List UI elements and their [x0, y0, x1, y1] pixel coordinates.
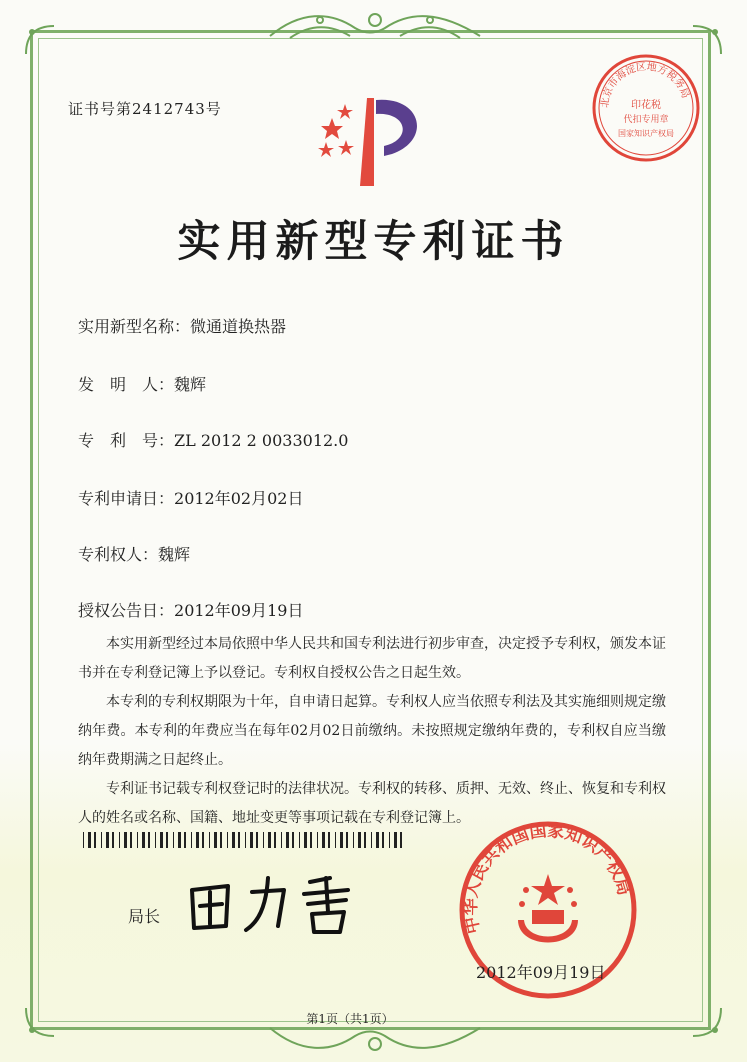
top-ornament [260, 6, 490, 46]
issue-date: 2012年09月19日 [476, 963, 606, 982]
field-label: 发 明 人： [78, 375, 175, 394]
national-emblem-icon [518, 874, 578, 943]
body-paragraph: 本专利的专利权期限为十年，自申请日起算。专利权人应当依照专利法及其实施细则规定缴纳年费。本专利的年费应当在每年02月02日前缴纳。未按照规定缴纳年费的，专利权自应当缴纳年费期满之日起终止。 [78, 694, 666, 768]
field-value: 2012年02月02日 [174, 489, 304, 508]
certificate-number: 证书号第2412743号 [68, 100, 222, 118]
patent-office-logo-icon [312, 88, 442, 188]
director-label: 局长 [128, 907, 161, 926]
field-grant-date [78, 598, 303, 621]
corner-ornament [22, 22, 58, 58]
field-utility-model-name [78, 314, 286, 337]
field-value: 魏辉 [158, 545, 191, 564]
tax-seal-line-2: 国家知识产权局 [618, 129, 674, 138]
tax-seal-center-text: 印花税 [631, 100, 661, 111]
seal-arc-text: 中华人民共和国国家知识产权局 [460, 820, 634, 936]
tax-seal-stamp [590, 52, 702, 164]
page-number: 第1页（共1页） [306, 1012, 394, 1026]
field-patentee [78, 542, 190, 565]
field-label: 专利权人： [78, 545, 159, 564]
field-value: 魏辉 [174, 375, 207, 394]
page-title: 实用新型专利证书 [177, 217, 570, 267]
field-label: 实用新型名称： [78, 317, 191, 336]
field-label: 专 利 号： [78, 431, 175, 450]
field-label: 专利申请日： [78, 489, 175, 508]
body-paragraph: 专利证书记载专利权登记时的法律状况。专利权的转移、质押、无效、终止、恢复和专利权人的姓名或名称、国籍、地址变更等事项记载在专利登记簿上。 [78, 781, 666, 826]
tax-seal-arc-text: 北京市海淀区地方税务局 [599, 61, 691, 109]
certificate-body [78, 630, 666, 833]
field-patent-number [78, 428, 348, 451]
barcode [83, 832, 403, 848]
field-label: 授权公告日： [78, 601, 175, 620]
director-signature [180, 868, 370, 938]
field-value: 2012年09月19日 [174, 601, 304, 620]
body-paragraph: 本实用新型经过本局依照中华人民共和国专利法进行初步审查，决定授予专利权，颁发本证书并在专利登记簿上予以登记。专利权自授权公告之日起生效。 [78, 636, 666, 681]
field-value: 微通道换热器 [190, 317, 287, 336]
field-application-date [78, 486, 303, 509]
field-inventor [78, 372, 206, 395]
tax-seal-line-1: 代扣专用章 [623, 115, 669, 125]
field-value: ZL 2012 2 0033012.0 [174, 431, 349, 450]
